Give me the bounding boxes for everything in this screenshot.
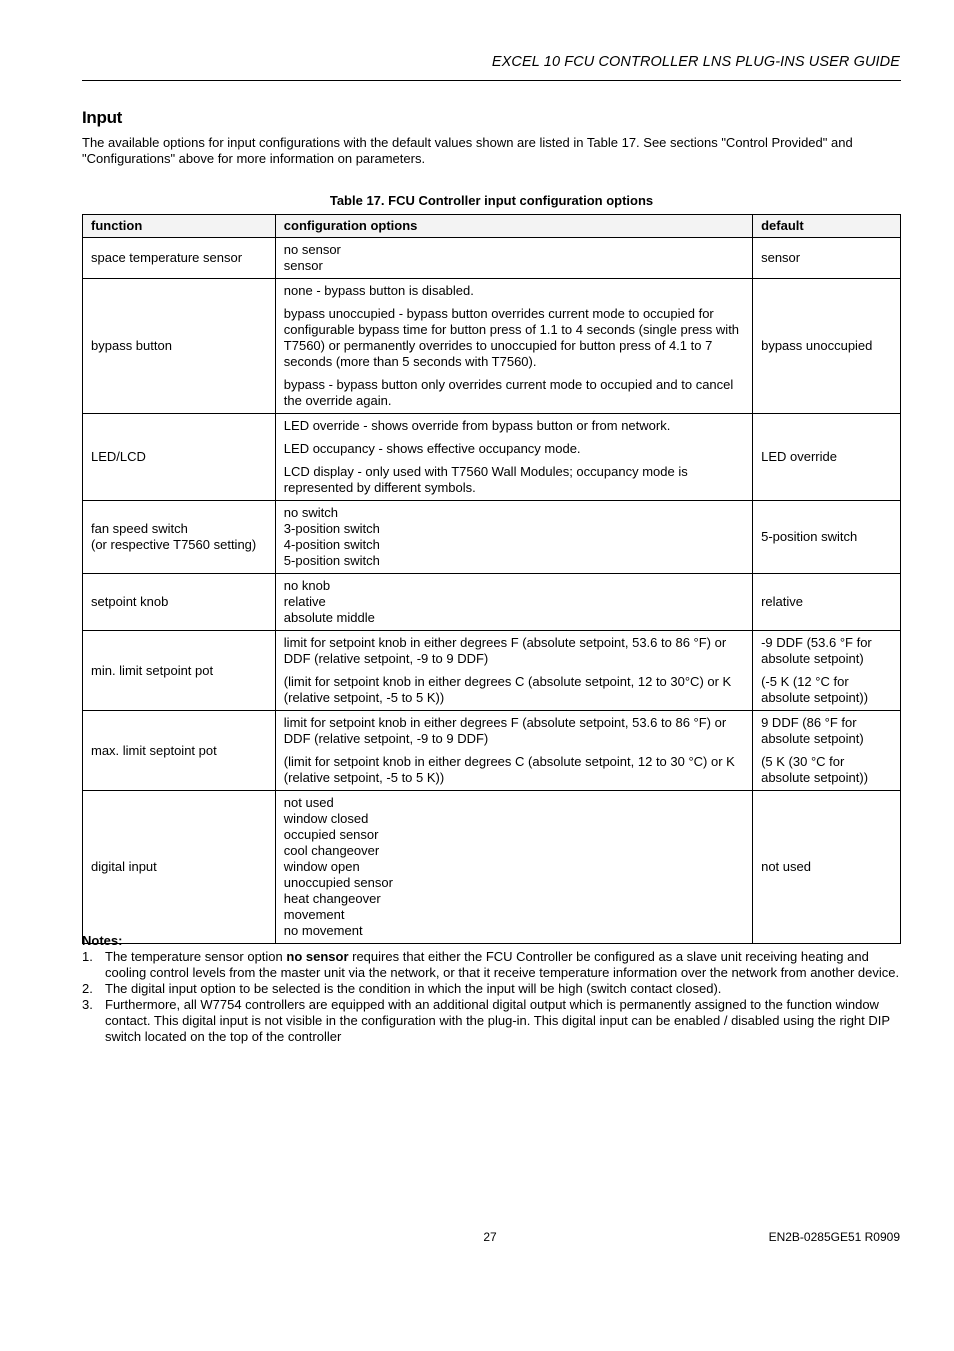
note-text-part: Furthermore, all W7754 controllers are equipped with an additional digital output which is permanently assigned to the function window contact. This digital input is not visible in the configuration with the plug-in. This digital input can be enabled / disabled using the right DIP switch located on the top of the controller (105, 997, 890, 1044)
cell-default (753, 238, 901, 279)
cell-function (83, 631, 276, 711)
option-paragraph: LED override - shows override from bypass button or from network. (283, 418, 671, 433)
cell-function (83, 711, 276, 791)
option-line: 3-position switch (283, 521, 380, 536)
cell-function (83, 501, 276, 574)
cell-default (753, 279, 901, 414)
option-line: absolute middle (283, 610, 375, 625)
default-line: sensor (761, 250, 801, 265)
notes (82, 933, 901, 1045)
option-paragraph: LCD display - only used with T7560 Wall Modules; occupancy mode is represented by different symbols. (283, 464, 688, 495)
page-number: 27 (483, 1230, 497, 1244)
column-header-function: function (83, 215, 276, 238)
cell-configuration-options (275, 631, 752, 711)
cell-function (83, 791, 276, 944)
function-line: digital input (91, 859, 157, 874)
cell-configuration-options (275, 414, 752, 501)
option-line: movement (283, 907, 345, 922)
option-paragraph: bypass - bypass button only overrides current mode to occupied and to cancel the override again. (283, 377, 734, 408)
cell-configuration-options (275, 574, 752, 631)
cell-configuration-options (275, 279, 752, 414)
cell-function (83, 414, 276, 501)
default-line: 5-position switch (761, 529, 858, 544)
cell-default (753, 791, 901, 944)
table-row (83, 414, 901, 501)
function-line: bypass button (91, 338, 172, 353)
option-line: relative (283, 594, 326, 609)
column-header-default: default (753, 215, 901, 238)
option-line: heat changeover (283, 891, 381, 906)
table-header-row (83, 215, 901, 238)
note-text-part: The temperature sensor option (105, 949, 287, 964)
note-text (105, 997, 901, 1045)
cell-configuration-options (275, 501, 752, 574)
function-line: max. limit septoint pot (91, 742, 217, 758)
note-number: 1. (82, 949, 93, 964)
option-line: 4-position switch (283, 537, 380, 552)
cell-default (753, 414, 901, 501)
table-body (83, 238, 901, 944)
function-line: min. limit setpoint pot (91, 662, 214, 678)
cell-configuration-options (275, 238, 752, 279)
intro-paragraph: The available options for input configurations with the default values shown are listed in Table 17. See sections "Control Provided" and "Configurations" above for more information on parameters. (82, 135, 853, 166)
note-item (82, 981, 901, 997)
option-line: 5-position switch (283, 553, 380, 568)
option-line: no switch (283, 505, 338, 520)
option-line: unoccupied sensor (283, 875, 393, 890)
note-emphasis: no sensor (286, 949, 349, 964)
table-row (83, 791, 901, 944)
note-item (82, 997, 901, 1045)
table-row (83, 711, 901, 791)
table-row (83, 501, 901, 574)
option-line: no knob (283, 578, 331, 593)
default-line: bypass unoccupied (761, 338, 873, 353)
option-line: window closed (283, 811, 369, 826)
function-line: space temperature sensor (91, 250, 243, 265)
cell-default (753, 501, 901, 574)
function-line: fan speed switch (91, 521, 188, 536)
option-line: no sensor (283, 242, 341, 257)
option-paragraph: bypass unoccupied - bypass button overrides current mode to occupied for configurable bypass time for button press of 1.1 to 4 seconds (single press with T7560) or permanently overrides to unoccupied for button press of 4.1 to 7 seconds (more than 5 seconds with T7560). (283, 306, 740, 369)
column-header-options: configuration options (275, 215, 752, 238)
table-caption: Table 17. FCU Controller input configuration options (329, 193, 654, 208)
default-paragraph: (5 K (30 °C for absolute setpoint)) (761, 754, 869, 785)
default-paragraph: 9 DDF (86 °F for absolute setpoint) (761, 715, 864, 746)
option-paragraph: limit for setpoint knob in either degrees F (absolute setpoint, 53.6 to 86 °F) or DDF (relative setpoint, -9 to 9 DDF) (283, 715, 727, 746)
option-paragraph: (limit for setpoint knob in either degrees C (absolute setpoint, 12 to 30°C) or K (relative setpoint, -5 to 5 K)) (283, 674, 732, 705)
note-text (105, 981, 901, 997)
table-row (83, 631, 901, 711)
option-paragraph: none - bypass button is disabled. (283, 283, 474, 298)
option-line: cool changeover (283, 843, 380, 858)
notes-list (82, 949, 901, 1045)
default-paragraph: (-5 K (12 °C for absolute setpoint)) (761, 674, 869, 705)
table-row (83, 279, 901, 414)
cell-default (753, 711, 901, 791)
cell-default (753, 574, 901, 631)
note-text-part: The digital input option to be selected is the condition in which the input will be high (switch contact closed). (105, 981, 722, 996)
option-paragraph: LED occupancy - shows effective occupancy mode. (283, 441, 581, 456)
note-text (105, 949, 901, 981)
function-line: setpoint knob (91, 594, 169, 609)
header-title: EXCEL 10 FCU CONTROLLER LNS PLUG-INS USER GUIDE (491, 54, 900, 70)
default-line: LED override (761, 449, 837, 464)
option-paragraph: (limit for setpoint knob in either degrees C (absolute setpoint, 12 to 30 °C) or K (relative setpoint, -5 to 5 K)) (283, 754, 735, 785)
section-heading: Input (82, 108, 123, 127)
document-code: EN2B-0285GE51 R0909 (768, 1230, 900, 1244)
header-rule (82, 80, 901, 81)
note-text-part: requires that either the FCU Controller be configured as a slave unit receiving heating and cooling control levels from the master unit via the network, or that it receive temperature information over the network from another device. (105, 949, 900, 980)
option-line: sensor (283, 258, 323, 273)
default-paragraph: -9 DDF (53.6 °F for absolute setpoint) (761, 635, 872, 666)
cell-function (83, 574, 276, 631)
note-number: 2. (82, 981, 93, 996)
cell-function (83, 279, 276, 414)
cell-configuration-options (275, 711, 752, 791)
option-line: window open (283, 859, 360, 874)
default-line: not used (761, 859, 811, 874)
option-line: occupied sensor (283, 827, 379, 842)
notes-heading: Notes: (82, 933, 123, 948)
table-row (83, 574, 901, 631)
default-line: relative (761, 594, 804, 609)
cell-configuration-options (275, 791, 752, 944)
cell-function (83, 238, 276, 279)
function-line: (or respective T7560 setting) (91, 537, 257, 552)
table-row (83, 238, 901, 279)
option-line: not used (283, 795, 334, 810)
cell-default (753, 631, 901, 711)
function-line: LED/LCD (91, 449, 146, 464)
option-line: no movement (283, 923, 363, 938)
note-item (82, 949, 901, 981)
config-table (82, 214, 901, 944)
note-number: 3. (82, 997, 93, 1012)
option-paragraph: limit for setpoint knob in either degrees F (absolute setpoint, 53.6 to 86 °F) or DDF (relative setpoint, -9 to 9 DDF) (283, 635, 727, 666)
